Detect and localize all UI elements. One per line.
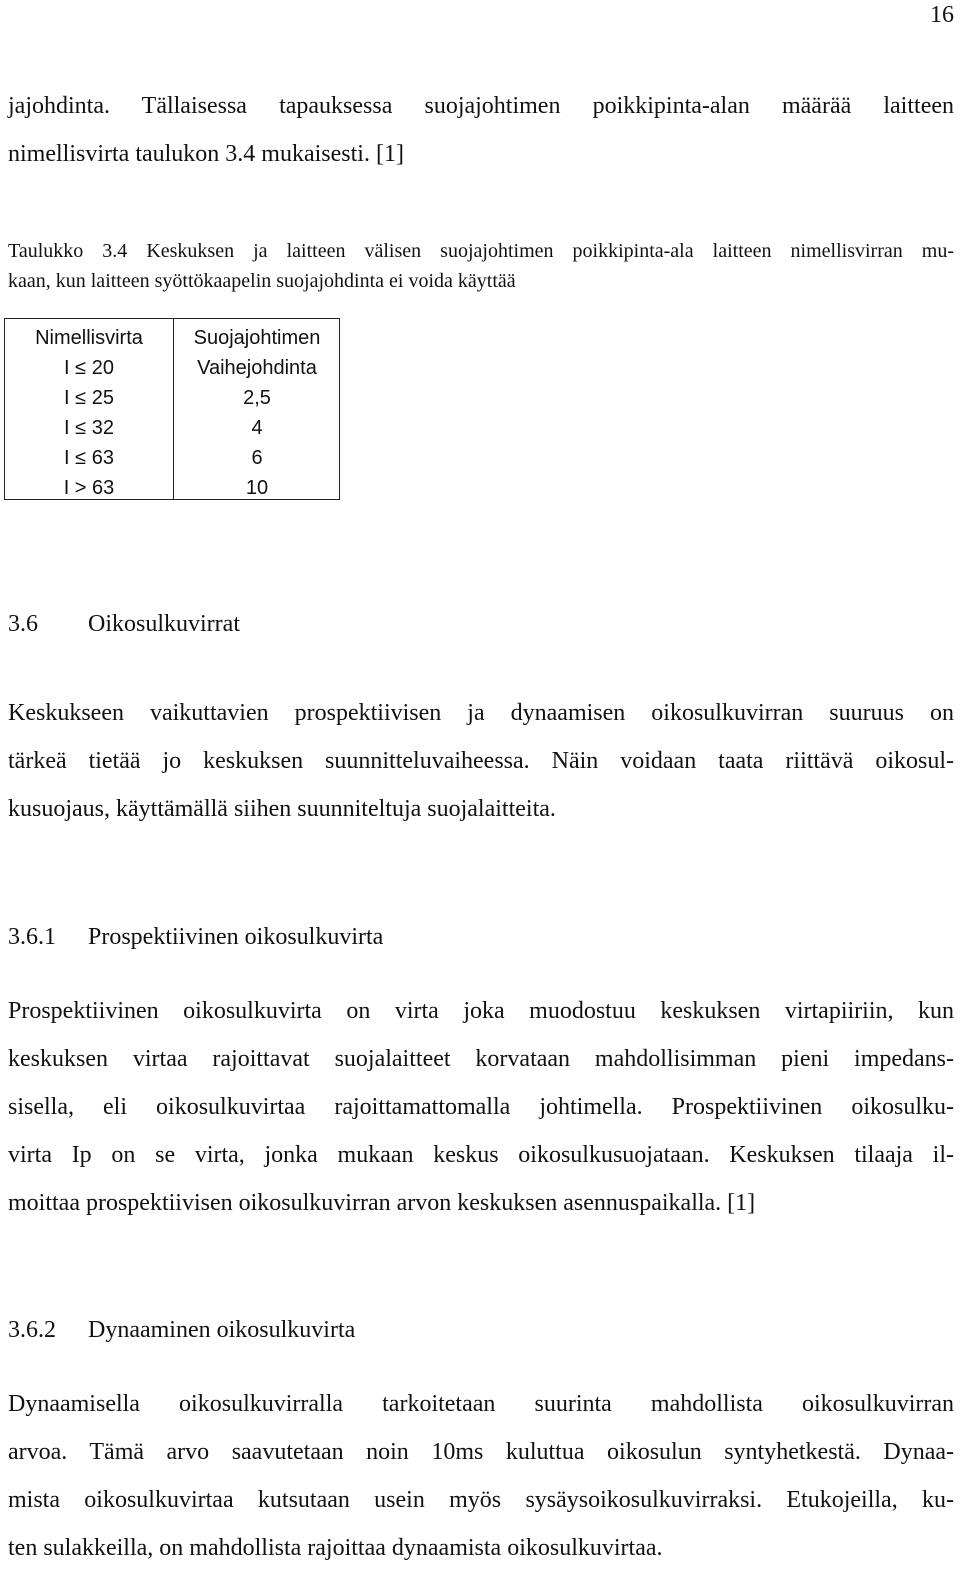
table-caption [8,236,954,296]
table-cell: I > 63 [63,477,115,499]
table-cell: I ≤ 25 [64,387,114,409]
section-title: Oikosulkuvirrat [88,611,240,637]
conductor-table [4,318,340,500]
table-divider [173,319,174,499]
table-header-cell: Suojajohtimen [193,327,321,349]
text-line: ten sulakkeilla, on mahdollista rajoittaa dynaamista oikosulkuvirtaa. [8,1535,663,1561]
table-cell: I ≤ 32 [64,417,114,439]
text-line: mista oikosulkuvirtaa kutsutaan usein myös sysäysoikosulkuvirraksi. Etukojeilla, ku- [8,1487,954,1513]
table-cell: 2,5 [243,387,271,409]
intro-paragraph [8,82,954,178]
section-heading-3-6-1 [8,921,383,953]
caption-line: kaan, kun laitteen syöttökaapelin suojajohdinta ei voida käyttää [8,270,516,292]
text-line: jajohdinta. Tällaisessa tapauksessa suojajohtimen poikkipinta-alan määrää laitteen [8,93,954,119]
section-number: 3.6.1 [8,924,56,950]
table-cell: 4 [251,417,263,439]
table-cell: I ≤ 20 [64,357,114,379]
caption-line: Taulukko 3.4 Keskuksen ja laitteen välisen suojajohtimen poikkipinta-ala laitteen nimellisvirran mu- [8,240,954,262]
section-3-6-2-paragraph [8,1380,954,1572]
table-column-protective-conductor [175,319,339,503]
section-number: 3.6 [8,611,38,637]
table-cell: 6 [251,447,263,469]
text-line: Keskukseen vaikuttavien prospektiivisen ja dynaamisen oikosulkuvirran suuruus on [8,700,954,726]
section-title: Prospektiivinen oikosulkuvirta [88,924,384,950]
table-column-rated-current [5,319,173,503]
section-heading-3-6 [8,608,240,640]
page-number: 16 [930,2,954,28]
table-cell: Vaihejohdinta [197,357,317,379]
table-header-cell: Nimellisvirta [35,327,143,349]
text-line: Prospektiivinen oikosulkuvirta on virta joka muodostuu keskuksen virtapiiriin, kun [8,998,954,1024]
text-line: Dynaamisella oikosulkuvirralla tarkoitetaan suurinta mahdollista oikosulkuvirran [8,1391,954,1417]
text-line: kusuojaus, käyttämällä siihen suunniteltuja suojalaitteita. [8,796,556,822]
text-line: moittaa prospektiivisen oikosulkuvirran arvon keskuksen asennuspaikalla. [1] [8,1190,756,1216]
section-title: Dynaaminen oikosulkuvirta [88,1317,356,1343]
section-number: 3.6.2 [8,1317,56,1343]
section-3-6-1-paragraph [8,987,954,1227]
text-line: tärkeä tietää jo keskuksen suunnitteluvaiheessa. Näin voidaan taata riittävä oikosul- [8,748,954,774]
text-line: arvoa. Tämä arvo saavutetaan noin 10ms kuluttua oikosulun syntyhetkestä. Dynaa- [8,1439,954,1465]
text-line: keskuksen virtaa rajoittavat suojalaitteet korvataan mahdollisimman pieni impedans- [8,1046,954,1072]
text-line: virta Ip on se virta, jonka mukaan keskus oikosulkusuojataan. Keskuksen tilaaja il- [8,1142,954,1168]
table-cell: I ≤ 63 [64,447,114,469]
text-line: nimellisvirta taulukon 3.4 mukaisesti. [1] [8,141,404,167]
text-line: sisella, eli oikosulkuvirtaa rajoittamattomalla johtimella. Prospektiivinen oikosulku- [8,1094,954,1120]
section-heading-3-6-2 [8,1314,355,1346]
table-cell: 10 [245,477,269,499]
section-3-6-paragraph [8,689,954,833]
